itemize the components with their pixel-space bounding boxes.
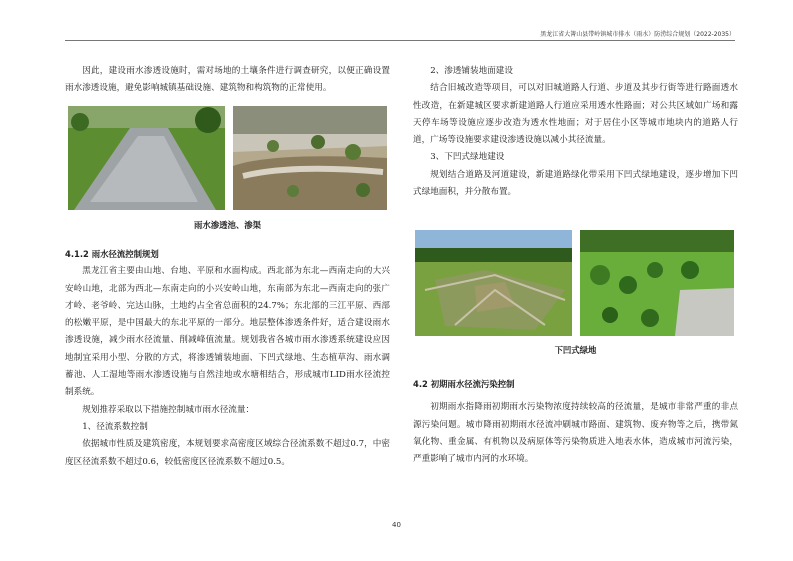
paragraph: 规划推荐采取以下措施控制城市雨水径流量： [82,404,255,415]
sunken-greenspace-photo-1 [415,230,572,336]
paragraph: 结合旧城改造等项目，可以对旧城道路人行道、步道及其步行街等进行路面透水性改造，在新建城区要求新建道路人行道应采用透水性路面；对公共区域如广场和露天停车场等设施应逐步改造为透水性地面；对于居住小区等城市地块内的道路人行道，广场等设施要求建设渗透设施以减小其径流量。 [413,83,738,146]
paragraph: 规划结合道路及河道建设，新建道路绿化带采用下凹式绿地建设，逐步增加下凹式绿地面积，并分散布置。 [413,169,738,198]
list-item: 2、渗透铺装地面建设 [430,66,513,76]
page-number: 40 [392,521,401,529]
list-item: 3、下凹式绿地建设 [430,152,505,163]
figure-infiltration-photos [68,106,387,210]
infiltration-trench-photo [233,106,387,210]
paragraph: 黑龙江省主要由山地、台地、平原和水面构成。西北部为东北—西南走向的大兴安岭山地，北部为西北—东南走向的小兴安岭山地，东南部为东北—西南走向的张广才岭、老爷岭、完达山脉，土地约占全省总面积的24.7%；东北部的三江平原、西部的松嫩平原，是中国最大的东北平原的一部分。地层整体渗透条件好，适合建设雨水渗透设施，减少雨水径流量、削减峰值流量。规划我省各城市雨水渗透系统建设应因地制宜采用小型、分散的方式，将渗透铺装地面、下凹式绿地、生态植草沟、雨水调蓄池、人工湿地等雨水渗透设施与自然洼地或水塘相结合，形成城市LID雨水径流控制系统。 [65,266,390,398]
left-column-top [65,63,390,98]
header-rule [65,40,735,41]
paragraph: 因此，建设雨水渗透设施时，需对场地的土壤条件进行调查研究，以便正确设置雨水渗透设施，避免影响城镇基础设施、建筑物和构筑物的正常使用。 [65,66,390,94]
infiltration-pond-photo [68,106,225,210]
right-column-bottom [413,376,738,468]
sunken-greenspace-photo-2 [580,230,734,336]
figure-caption: 雨水渗透池、渗渠 [194,220,261,230]
figure-caption: 下凹式绿地 [554,345,597,355]
figure-sunken-greenspace-photos [415,230,734,336]
paragraph: 初期雨水指降雨初期雨水污染物浓度持续较高的径流量，是城市非常严重的非点源污染问题。城市降雨初期雨水径流冲刷城市路面、建筑物、废弃物等之后，携带氮氧化物、重金属、有机物以及病原体等污染物质进入地表水体，造成城市河流污染，严重影响了城市内河的水环境。 [413,402,738,465]
left-column-bottom [65,246,390,471]
running-header: 黑龙江省大箐山县带岭镇城市排水（雨水）防涝综合规划（2022-2035） [540,31,735,38]
paragraph: 依据城市性质及建筑密度，本规划要求高密度区域综合径流系数不超过0.7，中密度区径流系数不超过0.6，较低密度区径流系数不超过0.5。 [65,439,390,467]
section-heading: 4.2 初期雨水径流污染控制 [413,379,515,389]
section-heading: 4.1.2 雨水径流控制规划 [65,249,159,259]
right-column-top [413,63,738,201]
list-item: 1、径流系数控制 [82,421,148,432]
